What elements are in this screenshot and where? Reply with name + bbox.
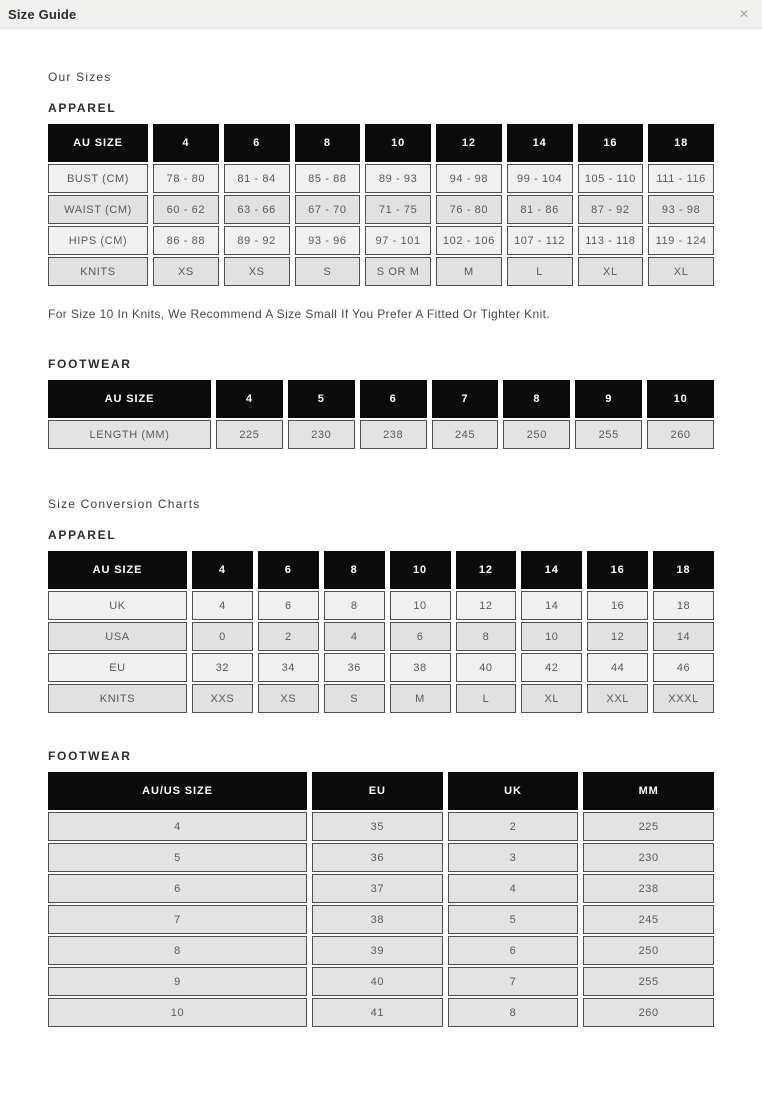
header-cell: 16 xyxy=(587,551,648,589)
body-cell: 3 xyxy=(448,843,579,872)
body-cell: 250 xyxy=(503,420,570,449)
body-cell: 4 xyxy=(324,622,385,651)
body-cell: 6 xyxy=(48,874,307,903)
table-row xyxy=(48,226,714,255)
apparel-conversion-table xyxy=(48,551,714,713)
body-cell: USA xyxy=(48,622,187,651)
body-cell: S OR M xyxy=(365,257,431,286)
body-cell: 40 xyxy=(456,653,517,682)
body-cell: XXL xyxy=(587,684,648,713)
body-cell: 12 xyxy=(587,622,648,651)
body-cell: XXXL xyxy=(653,684,714,713)
body-cell: 89 - 92 xyxy=(224,226,290,255)
header-cell: 10 xyxy=(647,380,714,418)
table-header-row xyxy=(48,551,714,589)
body-cell: HIPS (CM) xyxy=(48,226,148,255)
body-cell: KNITS xyxy=(48,684,187,713)
body-cell: 34 xyxy=(258,653,319,682)
body-cell: 245 xyxy=(583,905,714,934)
header-cell: 8 xyxy=(324,551,385,589)
footwear-conversion-table xyxy=(48,772,714,1027)
table-label-apparel-conversion: APPAREL xyxy=(48,528,117,542)
header-cell: UK xyxy=(448,772,579,810)
table-row xyxy=(48,812,714,841)
body-cell: 85 - 88 xyxy=(295,164,361,193)
body-cell: 4 xyxy=(192,591,253,620)
body-cell: XXS xyxy=(192,684,253,713)
table-row xyxy=(48,905,714,934)
header-cell: 16 xyxy=(578,124,644,162)
body-cell: 6 xyxy=(258,591,319,620)
table-row xyxy=(48,164,714,193)
body-cell: XS xyxy=(153,257,219,286)
body-cell: 238 xyxy=(583,874,714,903)
table-row xyxy=(48,195,714,224)
apparel-sizes-table xyxy=(48,124,714,286)
body-cell: XL xyxy=(648,257,714,286)
body-cell: 81 - 84 xyxy=(224,164,290,193)
body-cell: 38 xyxy=(390,653,451,682)
body-cell: 6 xyxy=(390,622,451,651)
body-cell: WAIST (CM) xyxy=(48,195,148,224)
body-cell: XL xyxy=(521,684,582,713)
section-title-size-conversion: Size Conversion Charts xyxy=(48,497,201,511)
header-cell: 10 xyxy=(390,551,451,589)
header-cell: 12 xyxy=(456,551,517,589)
table-header-row xyxy=(48,124,714,162)
body-cell: 78 - 80 xyxy=(153,164,219,193)
header-cell: 5 xyxy=(288,380,355,418)
body-cell: 42 xyxy=(521,653,582,682)
body-cell: 255 xyxy=(575,420,642,449)
body-cell: M xyxy=(390,684,451,713)
body-cell: 36 xyxy=(312,843,443,872)
header-cell: 14 xyxy=(507,124,573,162)
body-cell: 38 xyxy=(312,905,443,934)
body-cell: 238 xyxy=(360,420,427,449)
table-row xyxy=(48,998,714,1027)
header-cell: 8 xyxy=(503,380,570,418)
body-cell: 4 xyxy=(48,812,307,841)
body-cell: 255 xyxy=(583,967,714,996)
body-cell: 8 xyxy=(48,936,307,965)
section-title-our-sizes: Our Sizes xyxy=(48,70,112,84)
dialog-content xyxy=(0,29,762,1087)
body-cell: 2 xyxy=(258,622,319,651)
close-icon[interactable]: ✕ xyxy=(738,7,749,21)
body-cell: 60 - 62 xyxy=(153,195,219,224)
body-cell: 93 - 98 xyxy=(648,195,714,224)
header-cell: AU SIZE xyxy=(48,124,148,162)
body-cell: M xyxy=(436,257,502,286)
body-cell: BUST (CM) xyxy=(48,164,148,193)
body-cell: 46 xyxy=(653,653,714,682)
header-cell: MM xyxy=(583,772,714,810)
body-cell: LENGTH (MM) xyxy=(48,420,211,449)
header-cell: 12 xyxy=(436,124,502,162)
header-cell: 8 xyxy=(295,124,361,162)
body-cell: XS xyxy=(224,257,290,286)
body-cell: 250 xyxy=(583,936,714,965)
body-cell: 36 xyxy=(324,653,385,682)
body-cell: 105 - 110 xyxy=(578,164,644,193)
table-header-row xyxy=(48,380,714,418)
body-cell: 93 - 96 xyxy=(295,226,361,255)
body-cell: S xyxy=(324,684,385,713)
header-cell: 6 xyxy=(360,380,427,418)
body-cell: 119 - 124 xyxy=(648,226,714,255)
table-row xyxy=(48,591,714,620)
table-row xyxy=(48,622,714,651)
body-cell: 6 xyxy=(448,936,579,965)
header-cell: 9 xyxy=(575,380,642,418)
body-cell: 89 - 93 xyxy=(365,164,431,193)
body-cell: 10 xyxy=(48,998,307,1027)
body-cell: 32 xyxy=(192,653,253,682)
body-cell: XS xyxy=(258,684,319,713)
body-cell: 18 xyxy=(653,591,714,620)
table-row xyxy=(48,936,714,965)
body-cell: 41 xyxy=(312,998,443,1027)
body-cell: 8 xyxy=(456,622,517,651)
body-cell: 86 - 88 xyxy=(153,226,219,255)
body-cell: L xyxy=(456,684,517,713)
body-cell: 107 - 112 xyxy=(507,226,573,255)
table-row xyxy=(48,967,714,996)
body-cell: XL xyxy=(578,257,644,286)
dialog-titlebar xyxy=(0,0,762,29)
body-cell: 12 xyxy=(456,591,517,620)
header-cell: 4 xyxy=(216,380,283,418)
header-cell: 4 xyxy=(192,551,253,589)
body-cell: 8 xyxy=(324,591,385,620)
body-cell: S xyxy=(295,257,361,286)
body-cell: 102 - 106 xyxy=(436,226,502,255)
body-cell: 67 - 70 xyxy=(295,195,361,224)
table-row xyxy=(48,653,714,682)
header-cell: 18 xyxy=(648,124,714,162)
header-cell: AU SIZE xyxy=(48,551,187,589)
body-cell: 230 xyxy=(288,420,355,449)
body-cell: 2 xyxy=(448,812,579,841)
header-cell: 18 xyxy=(653,551,714,589)
body-cell: 94 - 98 xyxy=(436,164,502,193)
body-cell: 14 xyxy=(653,622,714,651)
body-cell: 10 xyxy=(521,622,582,651)
header-cell: 10 xyxy=(365,124,431,162)
body-cell: 76 - 80 xyxy=(436,195,502,224)
table-row xyxy=(48,684,714,713)
table-row xyxy=(48,843,714,872)
body-cell: 113 - 118 xyxy=(578,226,644,255)
body-cell: 97 - 101 xyxy=(365,226,431,255)
header-cell: AU/US SIZE xyxy=(48,772,307,810)
body-cell: 81 - 86 xyxy=(507,195,573,224)
body-cell: KNITS xyxy=(48,257,148,286)
body-cell: 14 xyxy=(521,591,582,620)
header-cell: EU xyxy=(312,772,443,810)
body-cell: 37 xyxy=(312,874,443,903)
body-cell: 5 xyxy=(448,905,579,934)
body-cell: 0 xyxy=(192,622,253,651)
table-row xyxy=(48,420,714,449)
body-cell: 44 xyxy=(587,653,648,682)
body-cell: 245 xyxy=(432,420,499,449)
header-cell: AU SIZE xyxy=(48,380,211,418)
body-cell: L xyxy=(507,257,573,286)
table-row xyxy=(48,257,714,286)
body-cell: 260 xyxy=(647,420,714,449)
table-header-row xyxy=(48,772,714,810)
body-cell: 260 xyxy=(583,998,714,1027)
dialog-title: Size Guide xyxy=(8,6,77,22)
body-cell: 63 - 66 xyxy=(224,195,290,224)
body-cell: 225 xyxy=(216,420,283,449)
body-cell: 10 xyxy=(390,591,451,620)
header-cell: 4 xyxy=(153,124,219,162)
header-cell: 6 xyxy=(258,551,319,589)
body-cell: UK xyxy=(48,591,187,620)
body-cell: 99 - 104 xyxy=(507,164,573,193)
footwear-sizes-table xyxy=(48,380,714,449)
table-label-footwear-conversion: FOOTWEAR xyxy=(48,749,132,763)
header-cell: 7 xyxy=(432,380,499,418)
body-cell: 39 xyxy=(312,936,443,965)
body-cell: 9 xyxy=(48,967,307,996)
table-row xyxy=(48,874,714,903)
body-cell: 16 xyxy=(587,591,648,620)
table-label-footwear-sizes: FOOTWEAR xyxy=(48,357,132,371)
body-cell: 8 xyxy=(448,998,579,1027)
header-cell: 6 xyxy=(224,124,290,162)
body-cell: 230 xyxy=(583,843,714,872)
body-cell: 4 xyxy=(448,874,579,903)
body-cell: 7 xyxy=(448,967,579,996)
body-cell: 5 xyxy=(48,843,307,872)
body-cell: EU xyxy=(48,653,187,682)
knits-size-note: For Size 10 In Knits, We Recommend A Size Small If You Prefer A Fitted Or Tighter Knit. xyxy=(48,307,551,321)
header-cell: 14 xyxy=(521,551,582,589)
body-cell: 87 - 92 xyxy=(578,195,644,224)
body-cell: 35 xyxy=(312,812,443,841)
body-cell: 111 - 116 xyxy=(648,164,714,193)
body-cell: 7 xyxy=(48,905,307,934)
body-cell: 71 - 75 xyxy=(365,195,431,224)
table-label-apparel-sizes: APPAREL xyxy=(48,101,117,115)
body-cell: 40 xyxy=(312,967,443,996)
body-cell: 225 xyxy=(583,812,714,841)
